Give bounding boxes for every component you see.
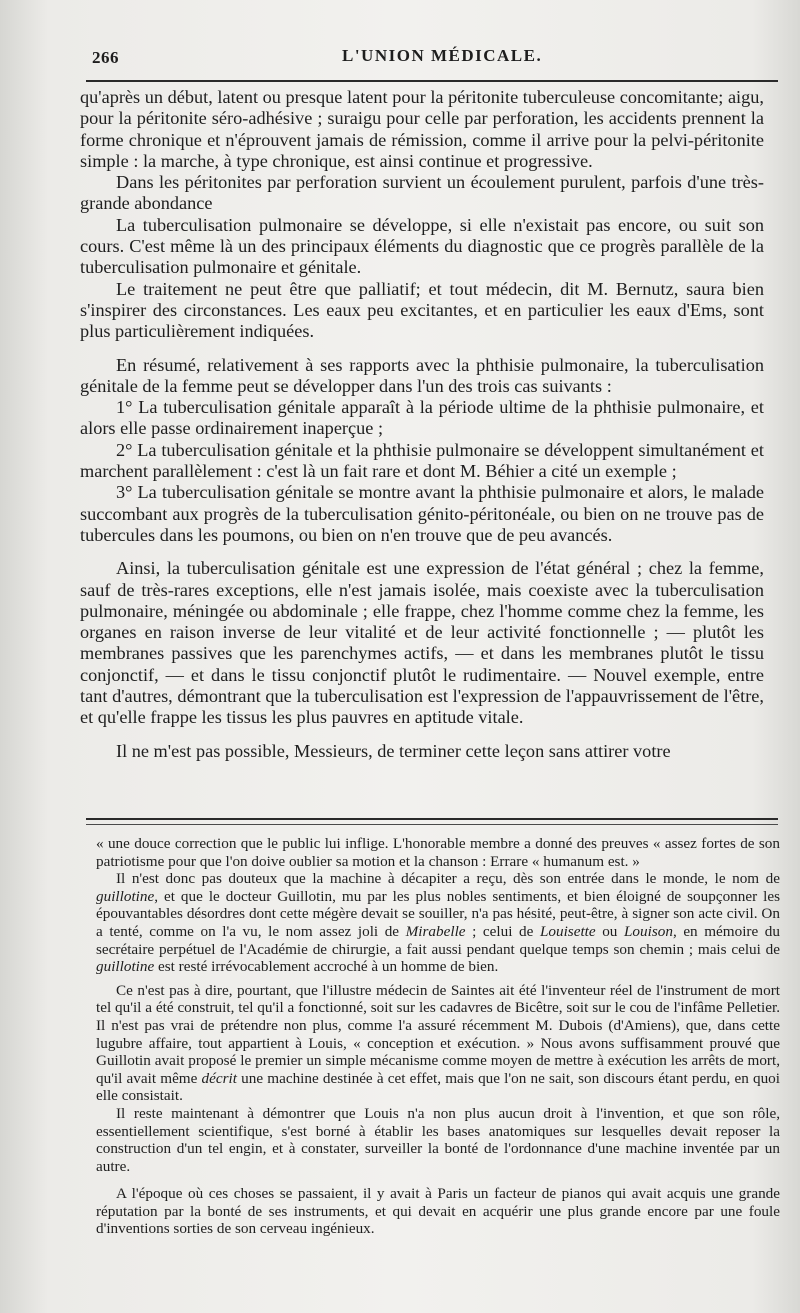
running-title: L'UNION MÉDICALE. [342, 46, 543, 65]
paragraph: Il ne m'est pas possible, Messieurs, de terminer cette leçon sans attirer votre [116, 740, 671, 761]
footnote-rule [86, 818, 778, 825]
paragraph: En résumé, relativement à ses rapports avec la phthisie pulmonaire, la tuberculisation génitale de la femme peut se développer dans l'un des trois cas suivants : [80, 354, 764, 396]
footnotes [96, 835, 780, 1238]
paragraph: Ainsi, la tuberculisation génitale est une expression de l'état général ; chez la femme, sauf de très-rares exceptions, elle n'est jamais isolée, mais coexiste avec la tuberculisation pulmonaire, méningée ou abdominale ; elle frappe, chez l'homme comme chez la femme, les organes en raison inverse de leur vitalité et de leur activité fonctionnelle ; — plutôt les membranes passives que les parenchymes actifs, — et dans les membranes plutôt le tissu conjonctif, — et dans le tissu conjonctif plutôt le rudimentaire. — Nouvel exemple, entre tant d'autres, démontrant que la tuberculisation est l'expression de l'appauvrissement de l'être, et qu'elle frappe les tissus les plus pauvres en aptitude vitale. [80, 558, 764, 728]
list-item: 2° La tuberculisation génitale et la phthisie pulmonaire se développent simultanément et marchent parallèlement : c'est là un fait rare et dont M. Béhier a cité un exemple ; [80, 439, 764, 482]
list-item: 3° La tuberculisation génitale se montre avant la phthisie pulmonaire et alors, le malade succombant aux progrès de la tuberculisation génito-péritonéale, ou bien on ne trouve pas de tubercules dans les poumons, ou bien on n'en trouve que de peu avancés. [80, 482, 764, 545]
paragraph: Dans les péritonites par perforation survient un écoulement purulent, parfois d'une très-grande abondance [80, 172, 764, 214]
header-rule [86, 80, 778, 82]
footnote-paragraph: « une douce correction que le public lui inflige. L'honorable membre a donné des preuves « assez fortes de son patriotisme pour que l'on doive oublier sa motion et la chanson : Errare « humanum est. » [96, 835, 780, 870]
footnote-paragraph: Il reste maintenant à démontrer que Louis n'a non plus aucun droit à l'invention, et que son rôle, essentiellement scientifique, s'est borné à établir les bases anatomiques sur lesquelles devait reposer la construction d'un tel engin, et à constater, surveiller la bonté de l'ordonnance d'une machine inventée par un autre. [96, 1104, 780, 1175]
footnote-paragraph: A l'époque où ces choses se passaient, il y avait à Paris un facteur de pianos qui avait acquis une grande réputation par la bonté de ses instruments, et qui devait en acquérir une plus grande encore par une foule d'inventions sorties de son cerveau ingénieux. [96, 1185, 780, 1238]
paragraph: qu'après un début, latent ou presque latent pour la péritonite tuberculeuse concomitante; aigu, pour la péritonite séro-adhésive ; suraigu pour celle par perforation, les accidents prennent la forme chronique et n'éprouvent jamais de rémission, comme il arrive pour la pelvi-péritonite simple : la marche, à type chronique, est ainsi continue et progressive. [80, 87, 764, 171]
main-text [80, 87, 764, 762]
page-header [88, 44, 768, 74]
paragraph: Le traitement ne peut être que palliatif; et tout médecin, dit M. Bernutz, saura bien s'inspirer des circonstances. Les eaux peu excitantes, et en particulier les eaux d'Ems, sont plus particulièrement indiquées. [80, 278, 764, 342]
list-item: 1° La tuberculisation génitale apparaît à la période ultime de la phthisie pulmonaire, et alors elle passe ordinairement inaperçue ; [80, 397, 764, 439]
footnote-paragraph: Il n'est donc pas douteux que la machine à décapiter a reçu, dès son entrée dans le monde, le nom de guillotine, et que le docteur Guillotin, mu par les plus nobles sentiments, et bien éloigné de soupçonner les épouvantables désordres dont cette mégère devait se souiller, n'a pas hésité, peut-être, à signer son acte civil. On a tenté, comme on l'a vu, le nom assez joli de Mirabelle ; celui de Louisette ou Louison, en mémoire du secrétaire perpétuel de l'Académie de chirurgie, a fait aussi pendant quelque temps son chemin ; mais celui de guillotine est resté irrévocablement accroché à un homme de bien. [96, 870, 780, 976]
footnote-paragraph: Ce n'est pas à dire, pourtant, que l'illustre médecin de Saintes ait été l'inventeur réel de l'instrument de mort tel qu'il a été construit, tel qu'il a fonctionné, soit sur les cadavres de Bicêtre, soit sur le cou de l'infâme Pelletier. Il n'est pas vrai de prétendre non plus, comme l'a assuré récemment M. Dubois (d'Amiens), que, dans cette lugubre affaire, tout appartient à Louis, « conception et exécution. » Nous avons suffisamment prouvé que Guillotin avait proposé le premier un simple mécanisme comme moyen de mettre à exécution les arrêts de mort, qu'il avait même décrit une machine destinée à cet effet, mais que l'on ne sait, son discours étant perdu, en quoi elle consistait. [96, 981, 780, 1105]
page-number: 266 [92, 48, 119, 67]
paragraph: La tuberculisation pulmonaire se développe, si elle n'existait pas encore, ou suit son cours. C'est même là un des principaux éléments du diagnostic que ce progrès parallèle de la tuberculisation pulmonaire et génitale. [80, 214, 764, 278]
